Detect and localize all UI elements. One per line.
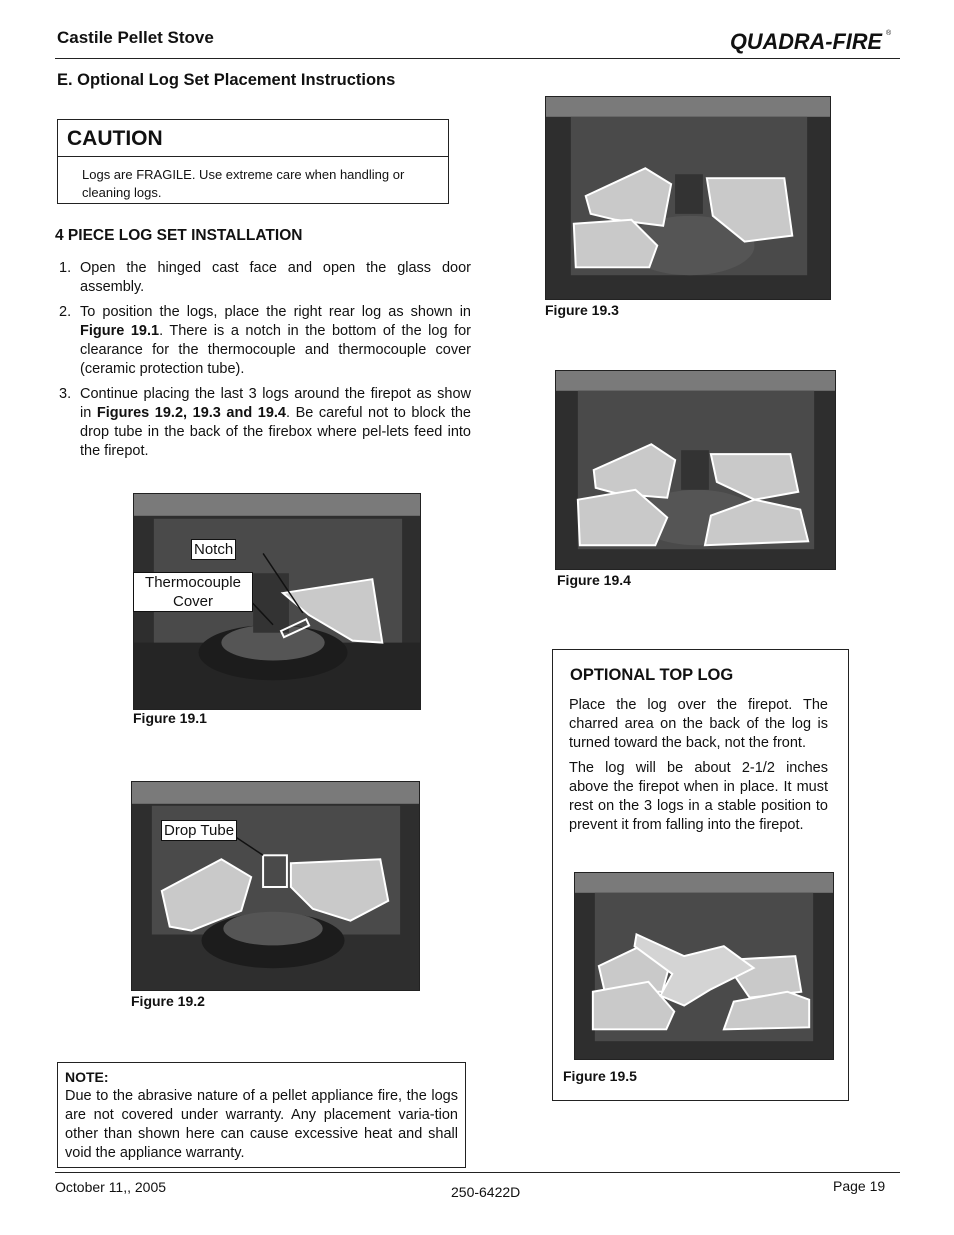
step-item	[57, 303, 471, 379]
footer-rule	[55, 1172, 900, 1173]
figure-19-5-caption: Figure 19.5	[563, 1068, 637, 1084]
figure-19-3-caption: Figure 19.3	[545, 302, 619, 318]
step-number: 2.	[59, 304, 72, 320]
step-figure-ref: Figures 19.2, 19.3 and 19.4	[96, 405, 286, 421]
top-log-heading: OPTIONAL TOP LOG	[570, 666, 734, 684]
warranty-note-box	[57, 1062, 466, 1168]
step-text: Continue placing the last 3 logs around the firepot as show in	[80, 386, 471, 421]
step-item	[57, 385, 471, 461]
figure-19-5-photo	[574, 872, 834, 1060]
install-heading: 4 PIECE LOG SET INSTALLATION	[55, 227, 303, 244]
footer-page-number: Page 19	[833, 1178, 886, 1194]
header-title: Castile Pellet Stove	[57, 28, 214, 47]
figure-19-1-caption: Figure 19.1	[133, 710, 207, 726]
caution-box	[57, 119, 449, 204]
step-text: To position the logs, place the right rear log as shown in	[80, 304, 471, 320]
note-heading: NOTE:	[65, 1069, 109, 1085]
footer-doc-number: 250-6422D	[451, 1184, 521, 1200]
figure-19-2-photo	[131, 781, 420, 991]
figure-19-4-photo	[555, 370, 836, 570]
caution-title: CAUTION	[58, 120, 448, 157]
footer-date: October 11,, 2005	[55, 1179, 167, 1195]
label-thermocouple-cover: Thermocouple Cover	[133, 572, 253, 612]
label-drop-tube: Drop Tube	[161, 820, 237, 841]
top-log-paragraph-2: The log will be about 2-1/2 inches above the firepot when in place. It must rest on the 3 logs in a stable position to prevent it from falling into the firepot.	[569, 760, 828, 833]
step-text: Open the hinged cast face and open the glass door assembly.	[80, 260, 471, 295]
note-body: Due to the abrasive nature of a pellet appliance fire, the logs are not covered under warranty. Any placement varia-tion other than shown here can cause excessive heat and shall void the appliance warranty.	[65, 1088, 458, 1161]
label-notch: Notch	[191, 539, 236, 560]
brand-logo	[728, 24, 898, 56]
top-log-paragraph-1: Place the log over the firepot. The charred area on the back of the log is turned toward the back, not the front.	[569, 697, 828, 751]
header-rule	[55, 58, 900, 59]
figure-19-2-caption: Figure 19.2	[131, 993, 205, 1009]
brand-registered-mark: ®	[886, 30, 892, 37]
section-heading: E. Optional Log Set Placement Instructions	[57, 71, 396, 89]
brand-logo-text: QUADRA-FIRE	[730, 29, 884, 54]
step-figure-ref: Figure 19.1	[80, 323, 160, 339]
step-number: 1.	[59, 260, 72, 276]
step-text: . Be careful not to block the drop tube in the back of the firebox where pel-lets feed into the firepot.	[80, 405, 471, 459]
optional-top-log-box	[552, 649, 849, 1101]
step-item	[57, 259, 471, 297]
caution-body: Logs are FRAGILE. Use extreme care when handling or cleaning logs.	[82, 167, 405, 200]
figure-19-3-photo	[545, 96, 831, 300]
step-number: 3.	[59, 386, 72, 402]
step-text: . There is a notch in the bottom of the log for clearance for the thermocouple and thermocouple cover (ceramic protection tube).	[80, 323, 471, 377]
install-steps	[57, 259, 471, 467]
figure-19-4-caption: Figure 19.4	[557, 572, 631, 588]
